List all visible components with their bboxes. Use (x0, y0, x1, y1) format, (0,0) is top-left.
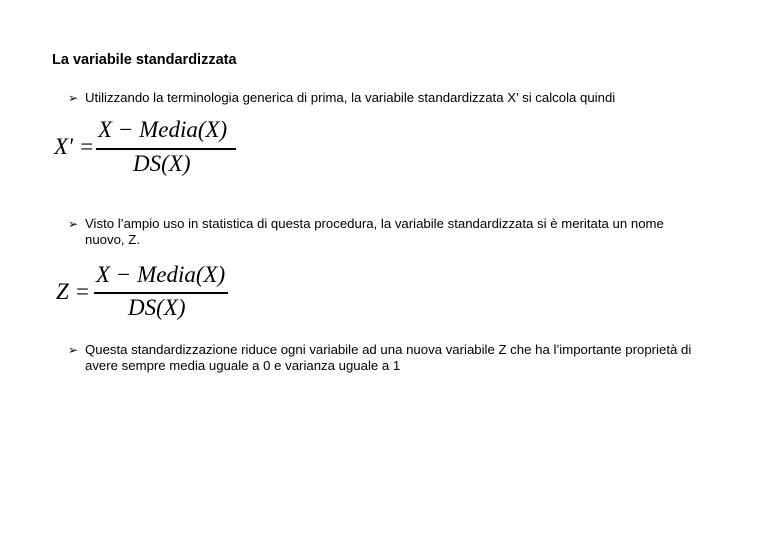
arrow-bullet-icon: ➢ (68, 217, 79, 231)
formula-numerator: X − Media(X) (96, 262, 226, 287)
formula-lhs: X' = (54, 134, 95, 159)
bullet-item (68, 90, 708, 106)
bullet-text: Utilizzando la terminologia generica di prima, la variabile standardizzata X’ si calcola quindi (85, 90, 616, 105)
bullet-text: Questa standardizzazione riduce ogni variabile ad una nuova variabile Z che ha l’importante proprietà di avere sempre media uguale a 0 e varianza uguale a 1 (85, 342, 692, 373)
bullet-text: Visto l’ampio uso in statistica di questa procedura, la variabile standardizzata si è meritata un nome nuovo, Z. (85, 216, 664, 247)
bullet-item (68, 342, 708, 374)
formula-lhs: Z = (56, 279, 91, 304)
formula-denominator: DS(X) (133, 151, 191, 176)
arrow-bullet-icon: ➢ (68, 343, 79, 357)
arrow-bullet-icon: ➢ (68, 91, 79, 105)
formula-denominator: DS(X) (128, 295, 186, 320)
page-title: La variabile standardizzata (52, 52, 237, 68)
fraction-bar (94, 292, 228, 294)
formula-numerator: X − Media(X) (98, 117, 228, 142)
bullet-item (68, 216, 708, 248)
fraction-bar (96, 148, 236, 150)
